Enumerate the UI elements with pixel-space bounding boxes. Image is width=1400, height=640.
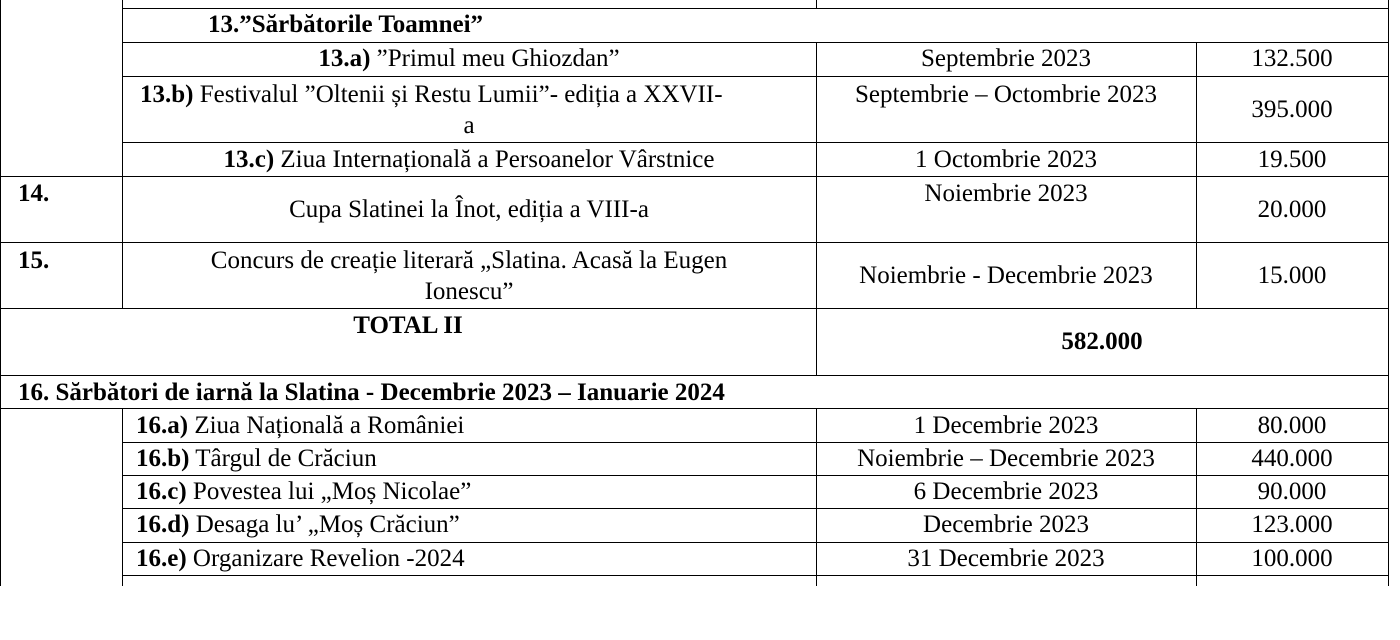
rule — [122, 76, 1388, 77]
row-13b-date: Septembrie – Octombrie 2023 — [854, 81, 1157, 108]
row-label: Ziua Internațională a Persoanelor Vârstnice — [274, 146, 715, 173]
rule — [122, 8, 1388, 9]
row-number: 16.b) — [136, 445, 190, 472]
row-16b-amount: 440.000 — [1251, 445, 1333, 472]
row-number: 13.c) — [223, 146, 275, 173]
row-13b-name — [140, 80, 723, 110]
row-label: Ziua Națională a României — [188, 412, 465, 439]
rule — [0, 375, 1388, 376]
row-13a-date: Septembrie 2023 — [920, 45, 1092, 72]
row-16b-date: Noiembrie – Decembrie 2023 — [857, 445, 1155, 472]
row-16e-amount: 100.000 — [1251, 545, 1333, 572]
section-16-title: 16. Sărbători de iarnă la Slatina - Decembrie 2023 – Ianuarie 2024 — [18, 379, 725, 406]
rule — [0, 242, 1388, 243]
row-13a-amount: 132.500 — [1251, 45, 1333, 72]
total-amount: 582.000 — [1061, 328, 1143, 355]
row-15-date: Noiembrie - Decembrie 2023 — [859, 262, 1153, 289]
row-15-amount: 15.000 — [1257, 262, 1327, 289]
row-16c-name — [136, 477, 471, 507]
row-label: Desaga lu’ „Moș Crăciun” — [189, 511, 460, 538]
row-number: 13.b) — [140, 81, 194, 108]
row-label: Povestea lui „Moș Nicolae” — [186, 478, 472, 505]
row-13c-amount: 19.500 — [1257, 146, 1327, 173]
row-13c-date: 1 Octombrie 2023 — [915, 146, 1097, 173]
row-number: 13.a) — [318, 45, 371, 72]
row-16a-amount: 80.000 — [1257, 412, 1327, 439]
row-16e-name — [136, 544, 465, 574]
rule — [1388, 0, 1389, 586]
row-13a-name — [122, 44, 816, 74]
row-label: Târgul de Crăciun — [189, 445, 377, 472]
row-14-amount: 20.000 — [1257, 196, 1327, 223]
row-16d-amount: 123.000 — [1251, 511, 1333, 538]
row-16c-amount: 90.000 — [1257, 478, 1327, 505]
row-16c-date: 6 Decembrie 2023 — [913, 478, 1099, 505]
rule — [0, 0, 1, 586]
row-15-name-cont: Ionescu” — [424, 278, 514, 305]
row-16b-name — [136, 444, 377, 474]
row-14-name: Cupa Slatinei la Înot, ediția a VIII-a — [289, 196, 649, 223]
rule — [122, 575, 1388, 576]
row-number: 16.c) — [136, 478, 187, 505]
row-13b-name-cont: a — [463, 112, 475, 139]
row-16a-name — [136, 411, 464, 441]
row-16e-date: 31 Decembrie 2023 — [907, 545, 1105, 572]
row-number: 16.e) — [136, 545, 187, 572]
row-16d-date: Decembrie 2023 — [923, 511, 1089, 538]
row-15-number: 15. — [18, 247, 50, 274]
rule — [816, 0, 817, 8]
row-label: Festivalul ”Oltenii și Restu Lumii”- ediția a XXVII- — [193, 81, 723, 108]
rule — [0, 308, 1388, 309]
row-16d-name — [136, 510, 460, 540]
rule — [122, 42, 1388, 43]
rule — [122, 542, 1388, 543]
rule — [0, 408, 1388, 409]
section-13-title: 13.”Sărbătorile Toamnei” — [208, 11, 484, 38]
rule — [122, 408, 123, 586]
row-label: ”Primul meu Ghiozdan” — [370, 45, 620, 72]
row-14-date: Noiembrie 2023 — [924, 180, 1088, 207]
row-16a-date: 1 Decembrie 2023 — [913, 412, 1099, 439]
total-label: TOTAL II — [353, 312, 463, 339]
row-15-name: Concurs de creație literară „Slatina. Acasă la Eugen — [210, 247, 728, 274]
rule — [0, 176, 1388, 177]
rule — [122, 142, 1388, 143]
row-13c-name — [122, 145, 816, 175]
row-13b-amount: 395.000 — [1251, 96, 1333, 123]
rule — [122, 442, 1388, 443]
rule — [122, 475, 1388, 476]
row-number: 16.d) — [136, 511, 190, 538]
row-14-number: 14. — [18, 180, 50, 207]
row-number: 16.a) — [136, 412, 189, 439]
rule — [122, 508, 1388, 509]
row-label: Organizare Revelion -2024 — [186, 545, 465, 572]
